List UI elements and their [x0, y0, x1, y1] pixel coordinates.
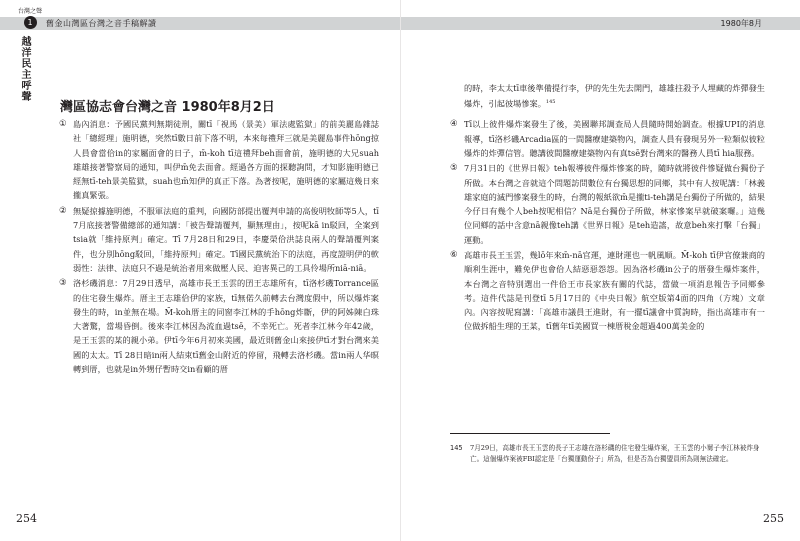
series-vertical-title: 越洋民主呼聲 [19, 36, 30, 102]
item-number: ① [59, 119, 67, 129]
footnote [450, 443, 765, 465]
list-item [450, 161, 765, 247]
footnote-text: 7月29日，高雄市長王玉雲的長子王志雄在洛杉磯的住宅發生爆炸案，王玉雲的小舅子李江林被炸身亡。這個爆炸案被FBI認定是「台獨運動份子」所為，但是否為台獨盟員所為則無法確定。 [470, 444, 760, 463]
footnote-ref: 145 [545, 99, 556, 106]
item-text: 洛杉磯消息：7月29日透早，高雄市長王玉雲的囝王志雄所有，tī洛杉磯Torrance區的住宅發生爆炸。厝主王志雄佮伊的家族，tī無偌久前轉去台灣度假中，所以爆炸案發生的時，in並無在場。M̄-koh厝主的同窗李江林的手hōng炸斷，伊的阿姊陳白珠大著驚，當場昏倒。後來李江林因為流血過tsē，不幸死亡。死者李江林今年42歲，是王玉雲的某的親小弟。伊tī今年6月初來美國，最近則舊金山來接伊tī才對台灣來美國的太太。Tī 28日暗in兩人結束tī舊金山附近的停留，飛轉去洛杉磯。當in兩人华暝轉到厝，也就是in外甥仔暫時交in看顧的厝 [73, 278, 379, 375]
item-number: ② [59, 205, 67, 216]
running-header-title: 舊金山灣區台灣之音手稿解讀 [46, 19, 157, 28]
list-item [450, 248, 765, 334]
list-item [59, 204, 379, 275]
series-label: 台灣之聲 [17, 8, 42, 15]
footnote-number: 145 [450, 444, 463, 452]
left-item-list [59, 117, 379, 377]
footnote-divider [450, 433, 610, 434]
page-number-left: 254 [16, 512, 37, 525]
item-text: 島內消息：予國民黨判無期徒刑，關tī「視馬（景美）軍法處監獄」的前美麗島雜誌社「總經理」施明德，突然tī數日前下落不明，本來每禮拜三就是美麗島事件hōng掠人員會當佮in的家屬面會的日子，m̄-koh tī這禮拜beh面會前，施明德的大兄suah雄雄接著警察局的通知，叫伊m̄免去面會。經過各方面的探聽詢問，才知影施明德已經無tī-teh景美監獄，suah也m̄知伊的真正下落。為著按呢，施明德的家屬這幾日來攏真緊張。 [73, 119, 379, 201]
list-item [450, 117, 765, 160]
item-text: 高雄市長王玉雲，幾lō年來m̄-nā官運，連財運也一帆風順。M̄-koh tī伊官僚兼商的順利生涯中，難免伊也會佮人結惡惡怨怨。因為洛杉磯in公子的厝發生爆炸案件，本台灣之音特別選出一件佮王市長家族有關的代誌，當做一項消息報告予同鄉參考。這件代誌是刊登tī 5月17日的《中央日報》航空版第4面的四角（方塊）文章內。內容按呢寫講：「高雄市議員王進財，有一擺tī議會中質詢時，指出高雄市有一位做拆船生理的王某，tī舊年tī美國買一棟厝稅金超過400萬美金的 [464, 250, 765, 332]
item-number: ⑥ [450, 250, 458, 260]
item-text: Tī以上彼件爆炸案發生了後，美國聯邦調查局人員隨時開始調查。根據UPI的消息報導，tī洛杉磯Arcadia區的一間醫療建築物內，調查人員有發現另外一粒類似彼粒爆炸的炸彈信管。聽講彼間醫療建築物內有真tsē對台灣來的醫務人員tī hia服務。 [464, 119, 765, 158]
section-title: 灣區協志會台灣之音 1980年8月2日 [60, 100, 275, 115]
item-number: ④ [450, 119, 458, 130]
list-item [59, 276, 379, 376]
page-number-right: 255 [763, 512, 784, 525]
list-item [59, 117, 379, 203]
item-text: 無疑掠據施明德，不服軍法庭的重判，向國防部提出覆判申請的高俊明牧師等5人，tī 7月底接著警備總部的通知講：「被告聲請覆判，顯無理由」，按呢kā in駁回，全案到tsia就「維持原判」確定。Tī 7月28日和29日，李慶榮佮洪誌良兩人的聲請覆判案件，也分別hōng駁回，「維持原判」確定。Tī國民黨統治下的法庭，再度證明伊的軟弱性：法律、法庭只不過是統治者用來做壓人民、迫害異己的工具伶場所niā-niā。 [73, 205, 379, 273]
item-number: ⑤ [450, 163, 458, 174]
series-mark [14, 6, 46, 30]
right-item-list [450, 81, 765, 335]
continuation-text [450, 81, 765, 111]
continuation-body: 的時，李太太tī車後準備提行李，伊的先生先去開門，雄雄拄殺予人埋藏的炸彈發生爆炸，引起彼場慘案。 [464, 83, 765, 110]
running-header-date: 1980年8月 [720, 19, 762, 28]
series-number-badge: 1 [24, 16, 37, 29]
right-page [400, 0, 800, 541]
item-number: ③ [59, 278, 67, 289]
item-text: 7月31日的《世界日報》teh報導彼件爆炸慘案的時，隨時就將彼件慘疑做台獨份子所做。本台灣之音就這个問題訪問數位有台獨思想的同鄉，其中有人按呢講：「林義雄家庭的滅門慘案發生的時，台灣的報紙欲m̄是攏ti-teh講是台獨份子所做的，結果今仔日有幾个人beh按呢相信？Nā是台獨份子所做，林家慘案早就破案囉。」這幾位同鄉的話中含意nā親像teh講《世界日報》是teh造謠，故意beh來打擊「台獨」運動。 [464, 163, 765, 245]
